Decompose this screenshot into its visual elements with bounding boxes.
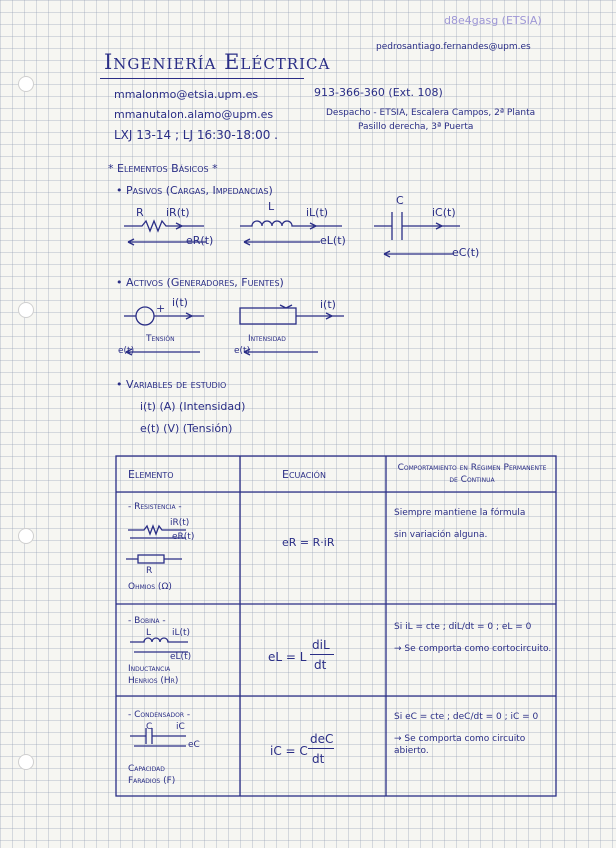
row-capacitor-e: eC — [188, 740, 200, 750]
row-capacitor-unit-2: Faradios (F) — [128, 776, 176, 786]
row-inductor-behavior-2: → Se comporta como cortocircuito. — [394, 644, 552, 654]
row-capacitor-sym: C — [146, 722, 153, 732]
row-inductor-fraction-bar — [310, 654, 334, 655]
row-capacitor-behavior-1: Si eC = cte ; deC/dt = 0 ; iC = 0 — [394, 712, 539, 722]
page-title: Ingeniería Eléctrica — [104, 50, 331, 74]
row-resistor-name: - Resistencia - — [128, 502, 182, 512]
row-inductor-unit-1: Inductancia — [128, 664, 171, 674]
table-header-equation: Ecuación — [282, 468, 326, 481]
il-label: iL(t) — [306, 206, 329, 219]
row-resistor-unit: Ohmios (Ω) — [128, 582, 172, 592]
row-inductor-name: - Bobina - — [128, 616, 166, 626]
ec-label: eC(t) — [452, 246, 480, 259]
row-capacitor-i: iC — [176, 722, 185, 732]
inductor-symbol — [240, 221, 342, 226]
e-label-b: e(t) — [234, 346, 251, 356]
office-line-2: Pasillo derecha, 3ª Puerta — [358, 122, 474, 132]
row-inductor-i: iL(t) — [172, 628, 191, 638]
intensidad-label: Intensidad — [248, 334, 286, 344]
email-2: mmanutalon.alamo@upm.es — [114, 108, 274, 121]
schedule: LXJ 13-14 ; LJ 16:30-18:00 . — [114, 128, 278, 142]
er-label: eR(t) — [186, 234, 214, 247]
row-capacitor-eq-den: dt — [312, 752, 325, 766]
activos-heading: • Activos (Generadores, Fuentes) — [116, 276, 284, 289]
l-label: L — [268, 200, 275, 213]
variable-voltage: e(t) (V) (Tensión) — [140, 422, 233, 435]
variables-heading: • Variables de estudio — [116, 378, 227, 391]
row-capacitor-name: - Condensador - — [128, 710, 191, 720]
row-capacitor-eq-left: iC = C — [270, 744, 308, 758]
row-capacitor-eq-num: deC — [310, 732, 334, 746]
c-label: C — [396, 194, 404, 207]
row-inductor-unit-2: Henrios (Hr) — [128, 676, 179, 686]
row-resistor-sym: R — [146, 566, 153, 576]
ir-label: iR(t) — [166, 206, 190, 219]
row-resistor-e: eR(t) — [172, 532, 195, 542]
r-label: R — [136, 206, 144, 219]
ic-label: iC(t) — [432, 206, 456, 219]
row-capacitor-unit-1: Capacidad — [128, 764, 165, 774]
office-line-1: Despacho - ETSIA, Escalera Campos, 2ª Planta — [326, 108, 536, 118]
row-resistor-behavior-2: sin variación alguna. — [394, 530, 488, 540]
row-resistor-equation: eR = R·iR — [282, 536, 335, 549]
course-code: d8e4gasg (ETSIA) — [444, 14, 542, 27]
el-label: eL(t) — [320, 234, 346, 247]
table-header-behavior: Comportamiento en Régimen Permanente de Continua — [397, 463, 547, 485]
row-inductor-e: eL(t) — [170, 652, 192, 662]
resistor-symbol — [124, 221, 204, 231]
row-inductor-sym: L — [146, 628, 152, 638]
section-heading: * Elementos Básicos * — [108, 162, 218, 175]
row-inductor-eq-num: diL — [312, 638, 330, 652]
row-inductor-behavior-1: Si iL = cte ; diL/dt = 0 ; eL = 0 — [394, 622, 532, 632]
row-capacitor-behavior-2: → Se comporta como circuito — [394, 734, 526, 744]
email-right: pedrosantiago.fernandes@upm.es — [376, 42, 531, 52]
source-plus: + — [156, 302, 166, 315]
e-label-a: e(t) — [118, 346, 135, 356]
current-source-symbol — [240, 308, 296, 324]
row-inductor-eq-den: dt — [314, 658, 327, 672]
tension-label: Tensión — [146, 334, 175, 344]
row-resistor-i: iR(t) — [170, 518, 190, 528]
phone: 913-366-360 (Ext. 108) — [314, 86, 443, 99]
table-header-element: Elemento — [128, 468, 174, 481]
row-capacitor-fraction-bar — [308, 748, 334, 749]
source-i-label: i(t) — [172, 296, 188, 309]
row-inductor-eq-left: eL = L — [268, 650, 307, 664]
row-resistor-behavior-1: Siempre mantiene la fórmula — [394, 508, 526, 518]
email-1: mmalonmo@etsia.upm.es — [114, 88, 259, 101]
variable-current: i(t) (A) (Intensidad) — [140, 400, 246, 413]
current-source-i-label: i(t) — [320, 298, 336, 311]
row-capacitor-behavior-3: abierto. — [394, 746, 429, 756]
pasivos-heading: • Pasivos (Cargas, Impedancias) — [116, 184, 273, 197]
voltage-source-symbol — [136, 307, 154, 325]
